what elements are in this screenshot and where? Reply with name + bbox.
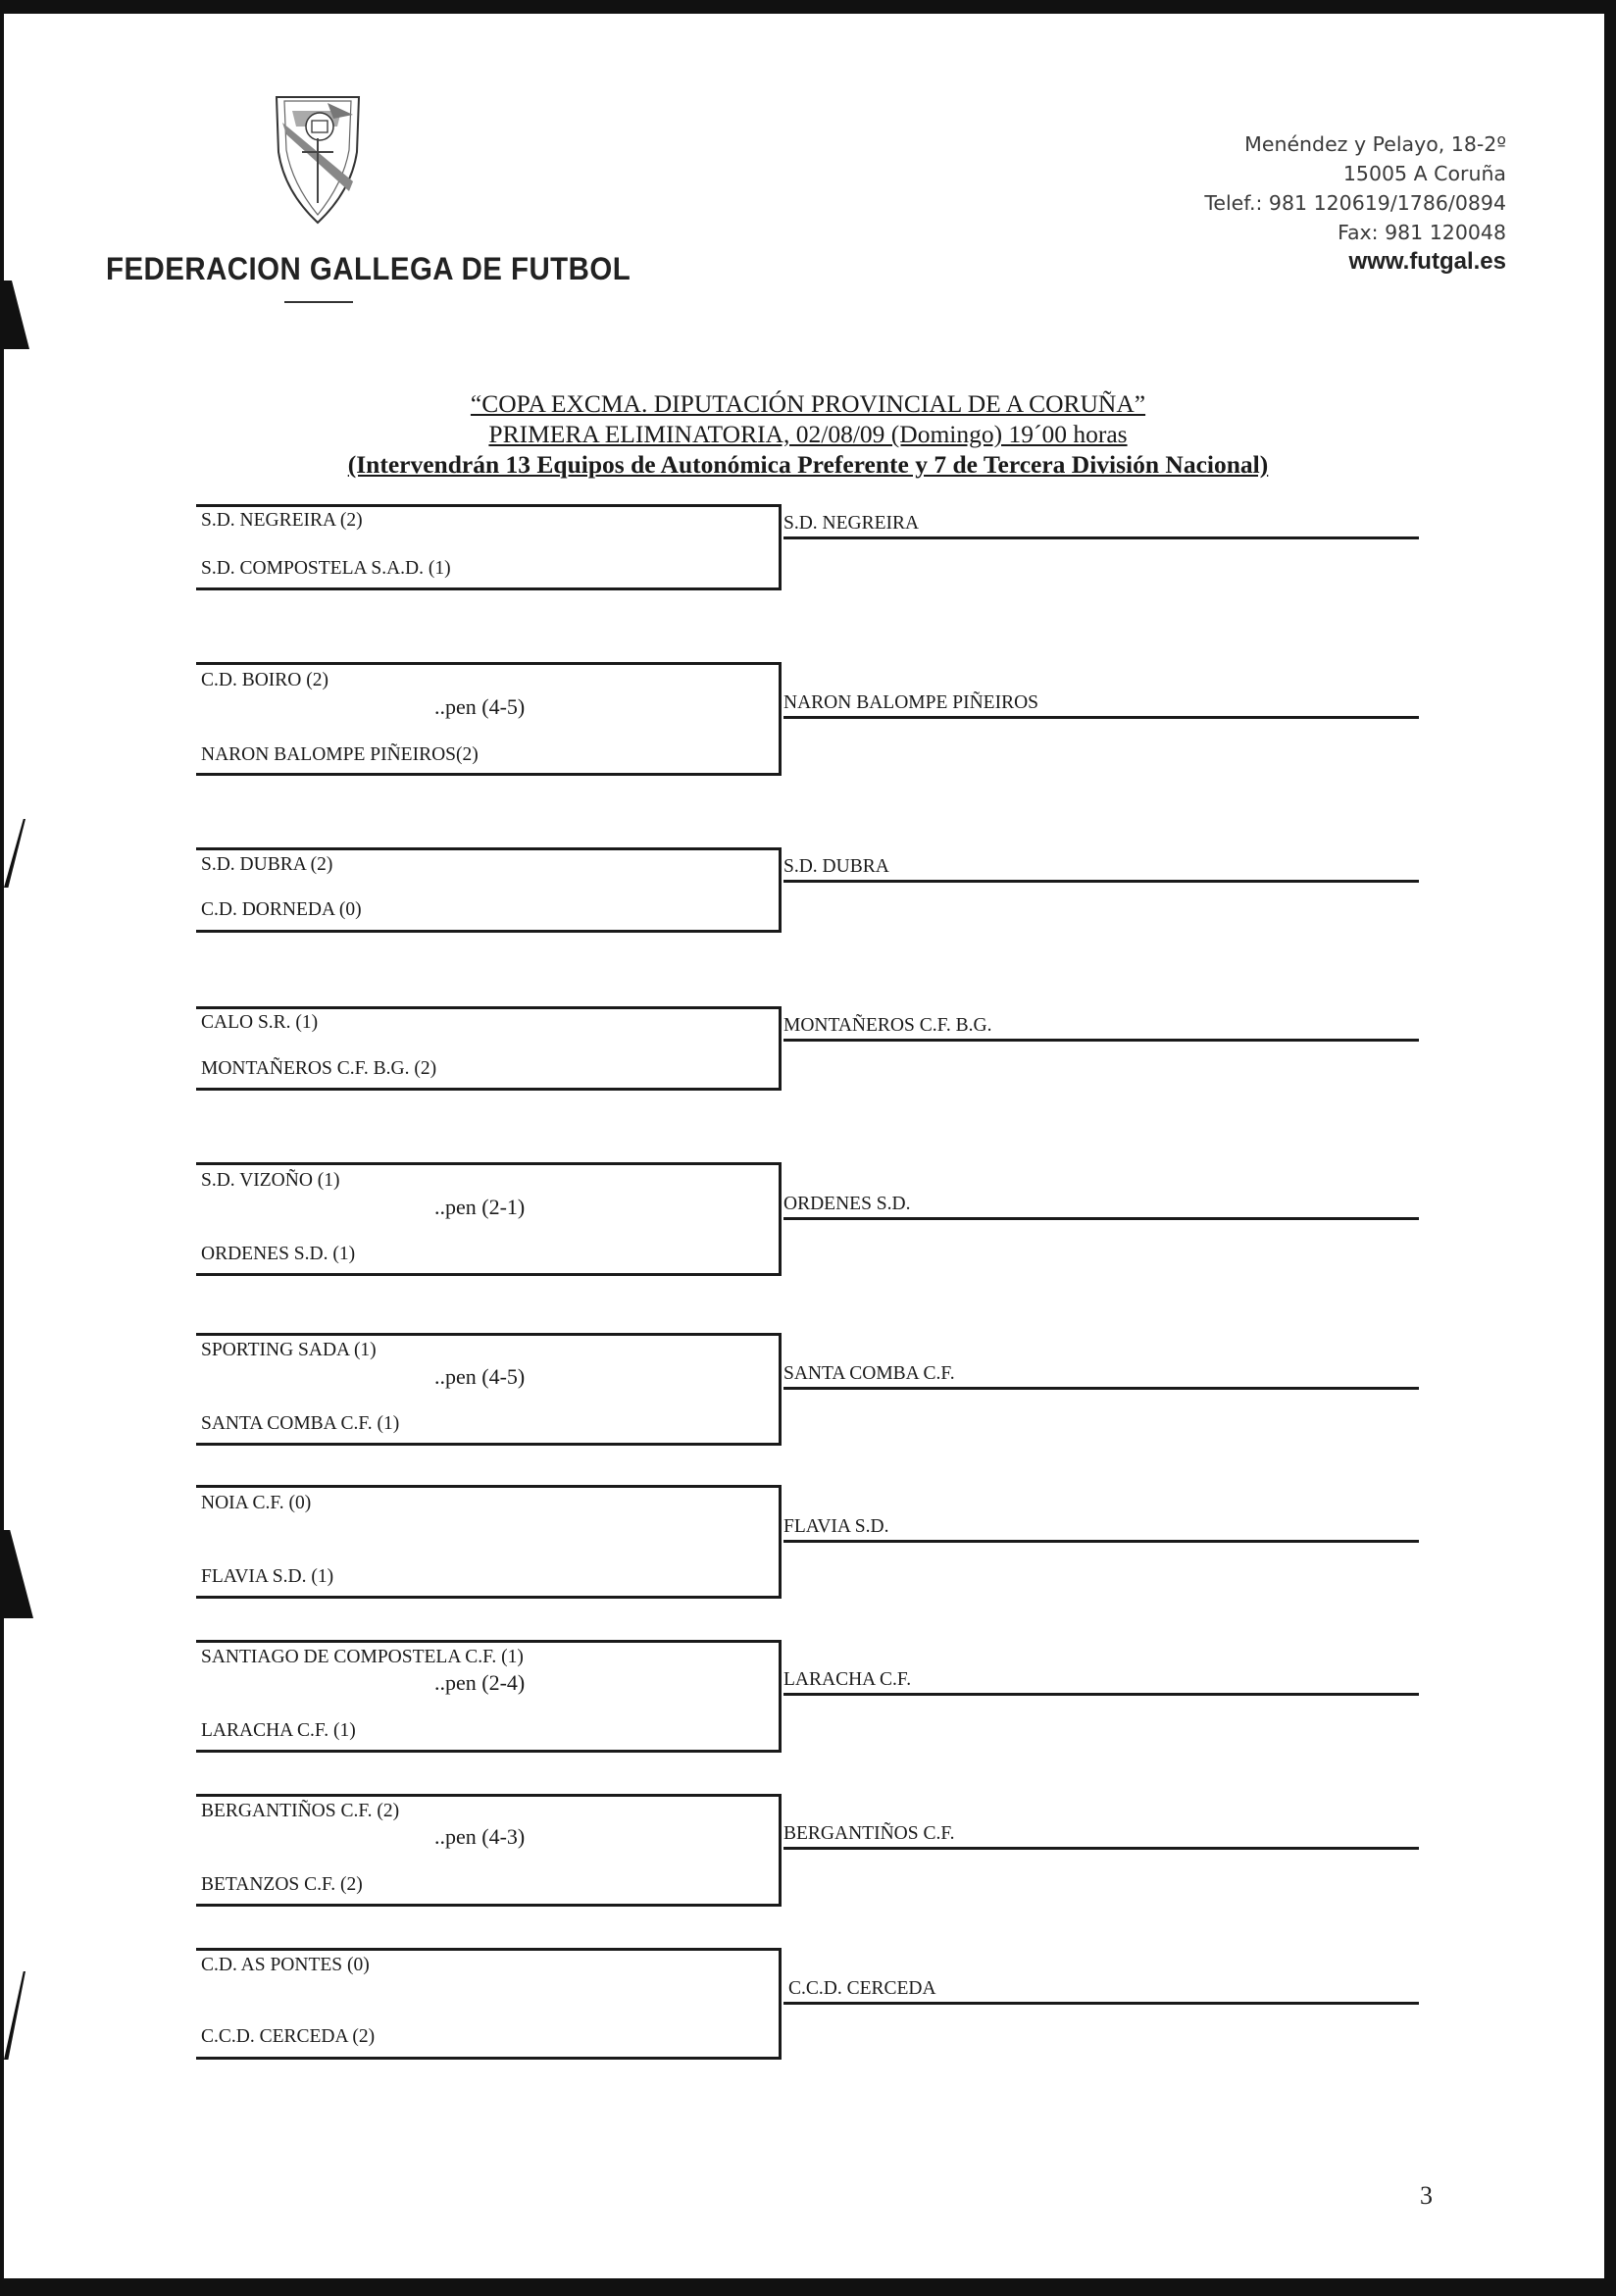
home-team: BERGANTIÑOS C.F. (2) <box>201 1801 400 1821</box>
winner-team: MONTAÑEROS C.F. B.G. <box>783 1013 1419 1042</box>
home-team: S.D. DUBRA (2) <box>201 854 333 875</box>
penalty-result: ..pen (4-5) <box>434 694 526 719</box>
penalty-result: ..pen (2-1) <box>434 1195 526 1219</box>
fax: Fax: 981 120048 <box>1338 221 1506 244</box>
away-team: SANTA COMBA C.F. (1) <box>201 1413 400 1434</box>
title-line-1: “COPA EXCMA. DIPUTACIÓN PROVINCIAL DE A CORUÑA” <box>470 389 1146 418</box>
away-team: FLAVIA S.D. (1) <box>201 1566 334 1587</box>
away-team: C.C.D. CERCEDA (2) <box>201 2026 376 2047</box>
winner-team: BERGANTIÑOS C.F. <box>783 1821 1419 1850</box>
scan-artifact <box>0 281 29 349</box>
away-team: NARON BALOMPE PIÑEIROS(2) <box>201 744 479 765</box>
home-team: NOIA C.F. (0) <box>201 1493 312 1513</box>
away-team: ORDENES S.D. (1) <box>201 1244 356 1264</box>
home-team: S.D. VIZOÑO (1) <box>201 1170 340 1191</box>
scan-border-bottom <box>0 2278 1616 2296</box>
scan-border-right <box>1604 0 1616 2296</box>
phone: Telef.: 981 120619/1786/0894 <box>1204 191 1506 215</box>
winner-team: FLAVIA S.D. <box>783 1514 1419 1543</box>
home-team: C.D. BOIRO (2) <box>201 670 328 690</box>
penalty-result: ..pen (4-3) <box>434 1824 526 1849</box>
scan-border-top <box>0 0 1616 14</box>
home-team: C.D. AS PONTES (0) <box>201 1955 370 1975</box>
scan-artifact <box>0 1530 33 1618</box>
scan-artifact <box>4 819 25 888</box>
winner-team: NARON BALOMPE PIÑEIROS <box>783 690 1419 719</box>
away-team: BETANZOS C.F. (2) <box>201 1874 363 1895</box>
away-team: C.D. DORNEDA (0) <box>201 899 362 920</box>
address-line-2: 15005 A Coruña <box>1342 162 1506 185</box>
scan-artifact <box>4 1971 25 2060</box>
penalty-result: ..pen (4-5) <box>434 1364 526 1389</box>
document-title <box>0 388 1616 480</box>
contact-block <box>1094 129 1506 277</box>
title-line-2: PRIMERA ELIMINATORIA, 02/08/09 (Domingo) 19´00 horas <box>488 420 1128 448</box>
winner-team: ORDENES S.D. <box>783 1192 1419 1220</box>
organization-name: FEDERACION GALLEGA DE FUTBOL <box>106 251 631 286</box>
page-number: 3 <box>1420 2181 1433 2210</box>
away-team: MONTAÑEROS C.F. B.G. (2) <box>201 1058 437 1079</box>
winner-team: S.D. DUBRA <box>783 854 1419 883</box>
title-line-3: (Intervendrán 13 Equipos de Autonómica Preferente y 7 de Tercera División Nacional) <box>347 450 1269 479</box>
away-team: LARACHA C.F. (1) <box>201 1720 356 1741</box>
away-team: S.D. COMPOSTELA S.A.D. (1) <box>201 558 451 579</box>
winner-team: SANTA COMBA C.F. <box>783 1361 1419 1390</box>
winner-team: C.C.D. CERCEDA <box>783 1976 1419 2005</box>
home-team: S.D. NEGREIRA (2) <box>201 510 363 531</box>
home-team: SANTIAGO DE COMPOSTELA C.F. (1) <box>201 1647 524 1667</box>
penalty-result: ..pen (2-4) <box>434 1670 526 1695</box>
fgf-shield-logo-icon <box>273 93 363 226</box>
address-line-1: Menéndez y Pelayo, 18-2º <box>1244 132 1506 156</box>
winner-team: LARACHA C.F. <box>783 1667 1419 1696</box>
home-team: SPORTING SADA (1) <box>201 1340 377 1360</box>
home-team: CALO S.R. (1) <box>201 1012 319 1033</box>
website-link[interactable]: www.futgal.es <box>1348 248 1506 275</box>
divider <box>284 301 353 303</box>
winner-team: S.D. NEGREIRA <box>783 511 1419 539</box>
